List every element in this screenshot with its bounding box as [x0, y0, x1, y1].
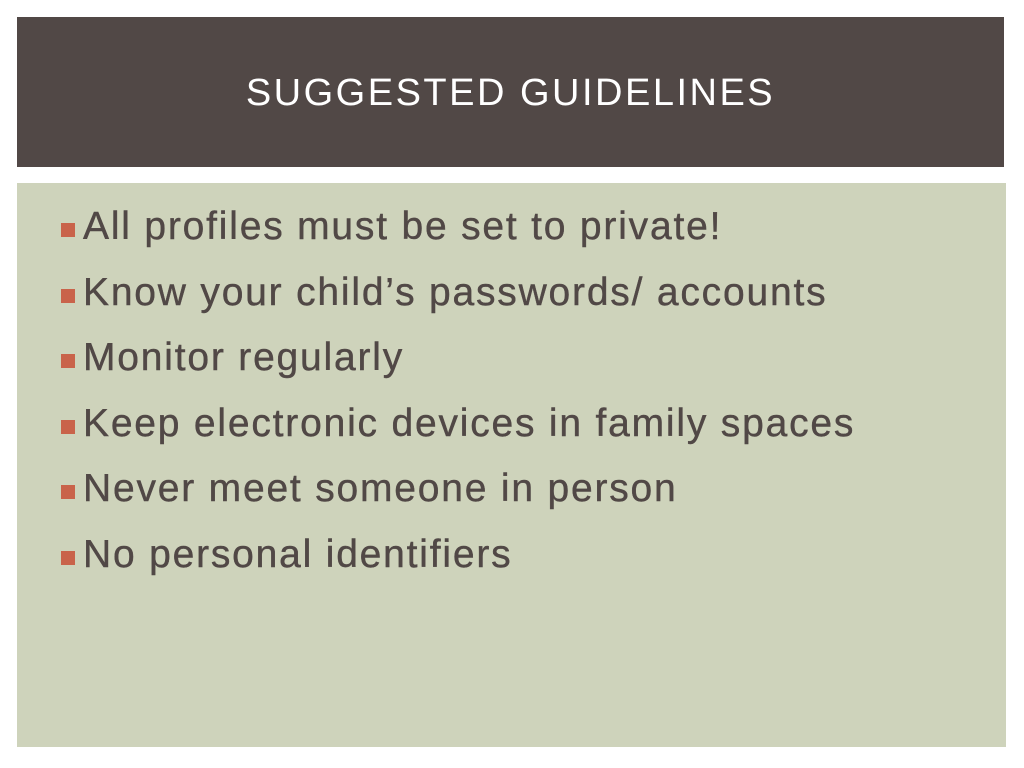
list-item	[61, 465, 855, 531]
bullet-text: Know your child’s passwords/ accounts	[83, 270, 828, 314]
square-bullet-icon	[61, 223, 75, 237]
bullet-text: Keep electronic devices in family spaces	[83, 401, 856, 445]
title-bar	[17, 17, 1004, 167]
list-item	[61, 203, 855, 269]
list-item	[61, 531, 855, 597]
list-item	[61, 334, 855, 400]
list-item	[61, 400, 855, 466]
list-item	[61, 269, 855, 335]
slide-title: SUGGESTED GUIDELINES	[245, 71, 776, 114]
bullet-list	[61, 203, 855, 596]
square-bullet-icon	[61, 551, 75, 565]
square-bullet-icon	[61, 289, 75, 303]
bullet-text: All profiles must be set to private!	[83, 205, 723, 248]
square-bullet-icon	[61, 485, 75, 499]
bullet-text: Monitor regularly	[83, 336, 405, 379]
content-panel	[17, 183, 1006, 747]
bullet-text: No personal identifiers	[83, 532, 513, 576]
square-bullet-icon	[61, 354, 75, 368]
bullet-text: Never meet someone in person	[83, 467, 678, 510]
square-bullet-icon	[61, 420, 75, 434]
